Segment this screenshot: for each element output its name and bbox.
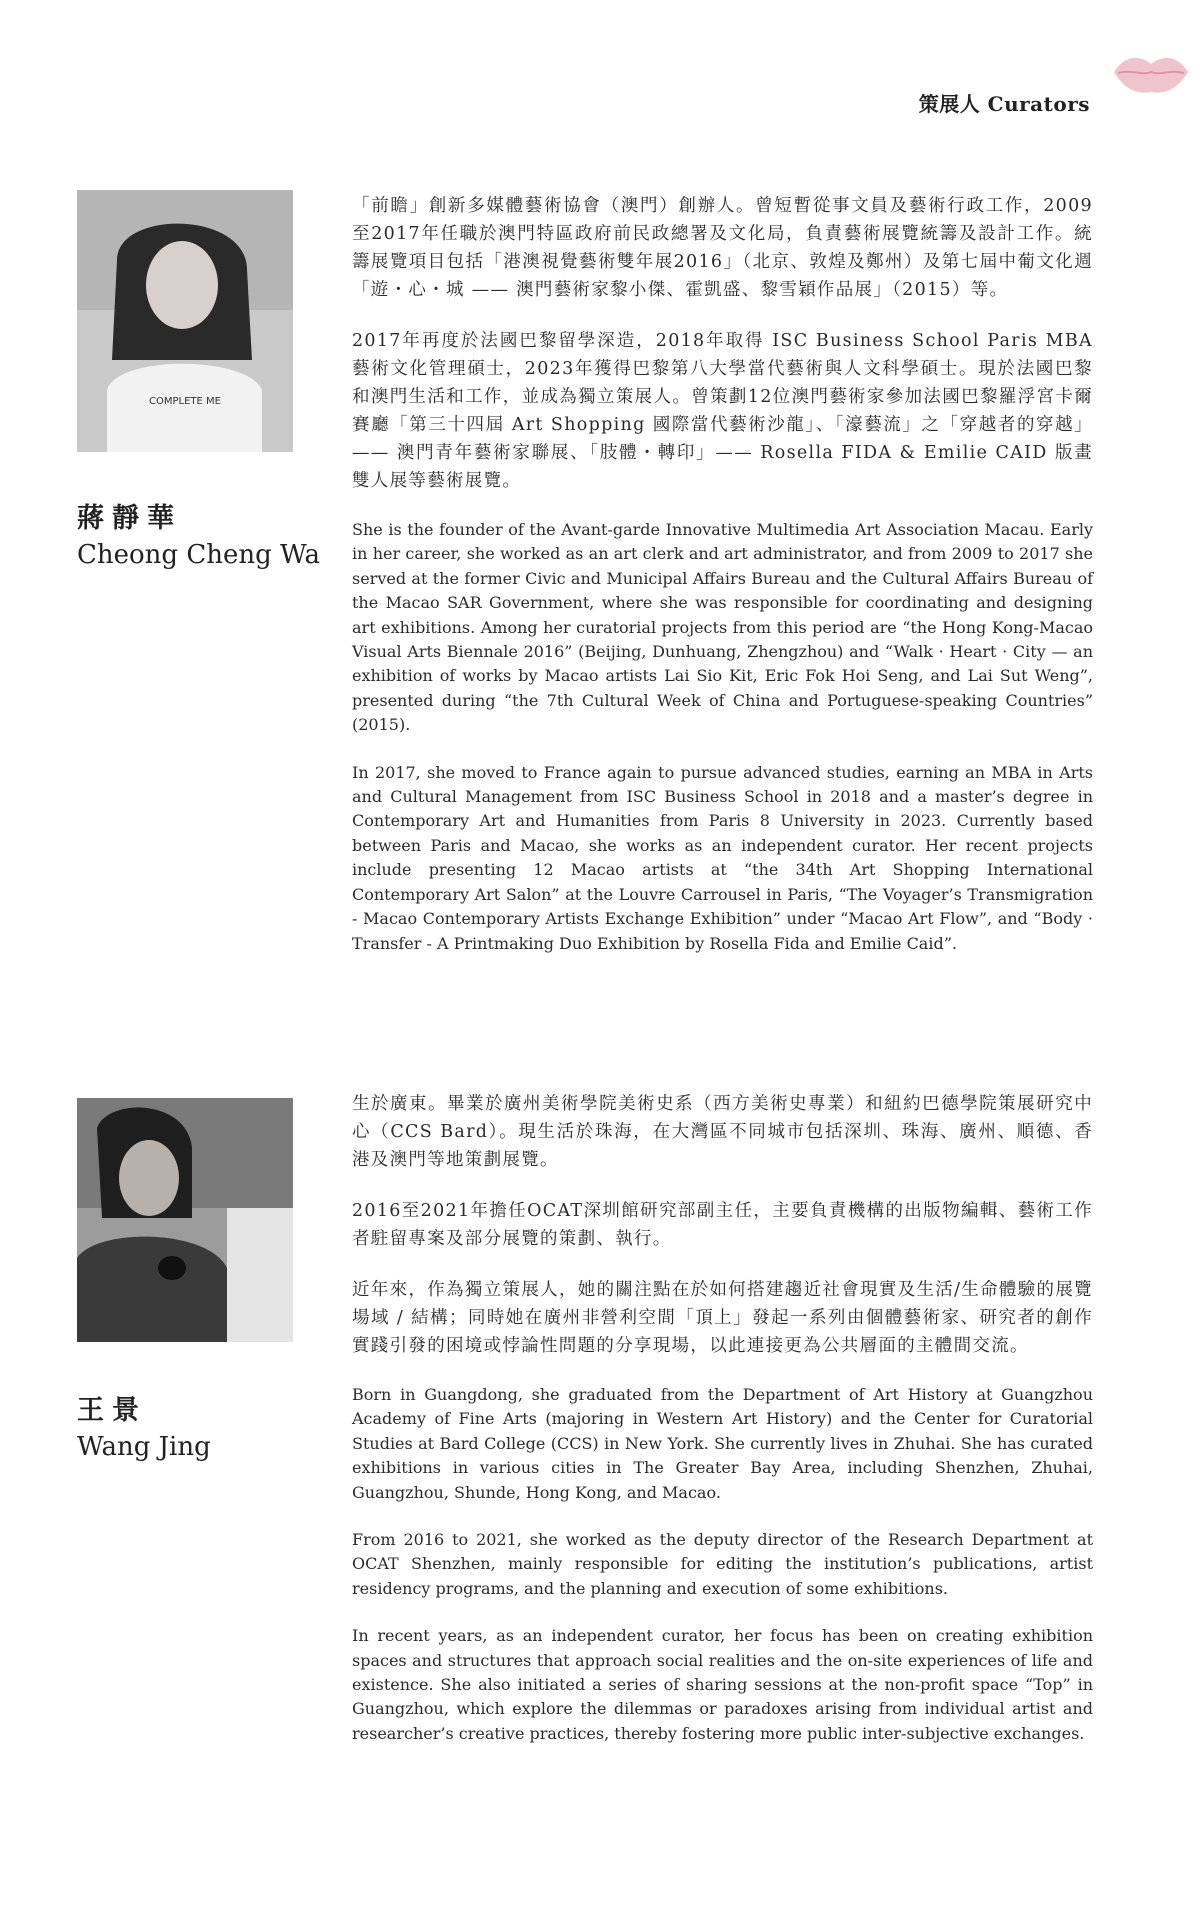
- bio-en-paragraph: From 2016 to 2021, she worked as the deputy director of the Research Department at OCAT Shenzhen, mainly responsible for editing the institution’s publications, artist residency programs, and the planning and execution of some exhibitions.: [352, 1530, 1093, 1598]
- curator-bio-wang: [352, 1090, 1093, 1769]
- curator-bio-cheong: [352, 192, 1093, 979]
- curator-name-en: Wang Jing: [77, 1432, 211, 1462]
- curator-photo-wang: [77, 1098, 293, 1342]
- bio-zh-paragraph: 近年來，作為獨立策展人，她的關注點在於如何搭建趨近社會現實及生活/生命體驗的展覽場域 / 結構；同時她在廣州非營利空間「頂上」發起一系列由個體藝術家、研究者的創作實踐引發的困境或悖論性問題的分享現場，以此連接更為公共層面的主體間交流。: [352, 1280, 1093, 1356]
- shirt-text: COMPLETE ME: [149, 396, 221, 407]
- curator-name-zh: 蔣靜華: [77, 503, 182, 534]
- bio-en-paragraph: Born in Guangdong, she graduated from the Department of Art History at Guangzhou Academy of Fine Arts (majoring in Western Art History) and the Center for Curatorial Studies at Bard College (CCS) in New York. She currently lives in Zhuhai. She has curated exhibitions in various cities in The Greater Bay Area, including Shenzhen, Zhuhai, Guangzhou, Shunde, Hong Kong, and Macao.: [352, 1385, 1093, 1502]
- bio-zh-paragraph: 2016至2021年擔任OCAT深圳館研究部副主任，主要負責機構的出版物編輯、藝術工作者駐留專案及部分展覽的策劃、執行。: [352, 1201, 1093, 1249]
- bio-zh-paragraph: 2017年再度於法國巴黎留學深造，2018年取得 ISC Business School Paris MBA 藝術文化管理碩士，2023年獲得巴黎第八大學當代藝術與人文科學碩士。現於法國巴黎和澳門生活和工作，並成為獨立策展人。曾策劃12位澳門藝術家參加法國巴黎羅浮宮卡爾賽廳「第三十四屆 Art Shopping 國際當代藝術沙龍」、「濠藝流」之「穿越者的穿越」 —— 澳門青年藝術家聯展、「肢體・轉印」—— Rosella FIDA & Emilie CAID 版畫雙人展等藝術展覽。: [352, 331, 1093, 491]
- curator-photo-cheong: [77, 190, 293, 452]
- bio-en-paragraph: In recent years, as an independent curator, her focus has been on creating exhibition spaces and structures that approach social realities and the on-site experiences of life and existence. She also initiated a series of sharing sessions at the non-profit space “Top” in Guangzhou, which explore the dilemmas or paradoxes arising from individual artist and researcher’s creative practices, thereby fostering more public inter-subjective exchanges.: [352, 1626, 1093, 1743]
- bio-en-paragraph: She is the founder of the Avant-garde Innovative Multimedia Art Association Macau. Early in her career, she worked as an art clerk and art administrator, and from 2009 to 2017 she served at the former Civic and Municipal Affairs Bureau and the Cultural Affairs Bureau of the Macao SAR Government, where she was responsible for coordinating and designing art exhibitions. Among her curatorial projects from this period are “the Hong Kong-Macao Visual Arts Biennale 2016” (Beijing, Dunhuang, Zhengzhou) and “Walk · Heart · City — an exhibition of works by Macao artists Lai Sio Kit, Eric Fok Hoi Seng, and Lai Sut Weng”, presented during “the 7th Cultural Week of China and Portuguese-speaking Countries” (2015).: [352, 520, 1093, 735]
- bio-en-paragraph: In 2017, she moved to France again to pursue advanced studies, earning an MBA in Arts and Cultural Management from ISC Business School in 2018 and a master’s degree in Contemporary Art and Humanities from Paris 8 University in 2023. Currently based between Paris and Macao, she works as an independent curator. Her recent projects include presenting 12 Macao artists at “the 34th Art Shopping International Contemporary Art Salon” at the Louvre Carrousel in Paris, “The Voyager’s Transmigration - Macao Contemporary Artists Exchange Exhibition” under “Macao Art Flow”, and “Body · Transfer - A Printmaking Duo Exhibition by Rosella Fida and Emilie Caid”.: [352, 762, 1093, 953]
- section-label: 策展人 Curators: [918, 92, 1090, 116]
- bio-zh-paragraph: 「前瞻」創新多媒體藝術協會（澳門）創辦人。曾短暫從事文員及藝術行政工作，2009至2017年任職於澳門特區政府前民政總署及文化局，負責藝術展覽統籌及設計工作。統籌展覽項目包括「港澳視覺藝術雙年展2016」（北京、敦煌及鄭州）及第七屆中葡文化週「遊・心・城 —— 澳門藝術家黎小傑、霍凱盛、黎雪穎作品展」（2015）等。: [352, 196, 1093, 300]
- bio-zh-paragraph: 生於廣東。畢業於廣州美術學院美術史系（西方美術史專業）和紐約巴德學院策展研究中心（CCS Bard）。現生活於珠海，在大灣區不同城市包括深圳、珠海、廣州、順德、香港及澳門等地策劃展覽。: [352, 1094, 1093, 1170]
- curator-name-en: Cheong Cheng Wa: [77, 540, 320, 570]
- curator-name-zh: 王景: [77, 1395, 147, 1426]
- lips-icon: [1112, 52, 1190, 96]
